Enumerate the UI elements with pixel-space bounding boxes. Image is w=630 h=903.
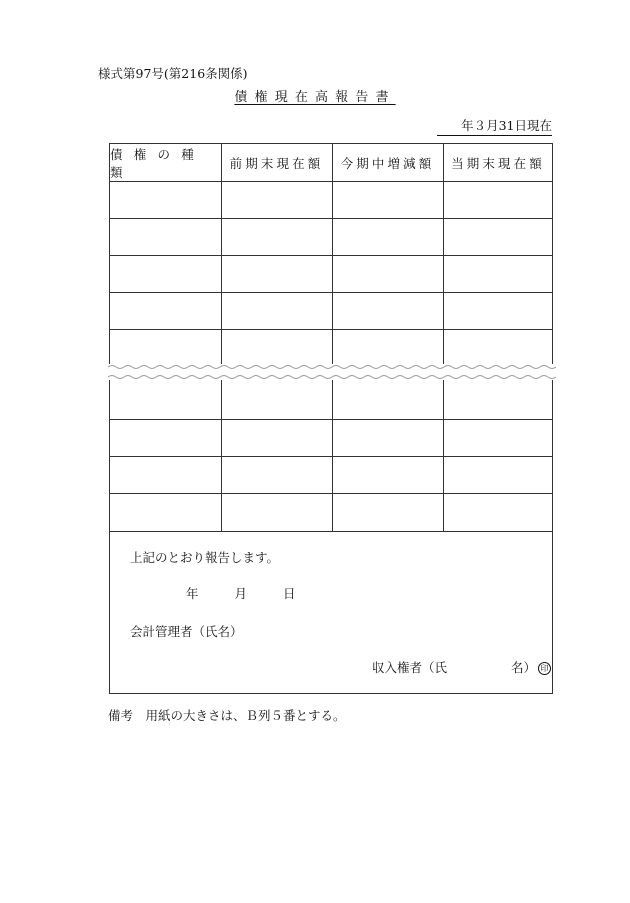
header-bond-type: 債権の種類 [110,147,206,180]
row-line [110,218,552,219]
accounting-manager-label: 会計管理者（氏名） [130,624,243,639]
remark-note: 備考 用紙の大きさは、Ｂ列５番とする。 [108,708,346,723]
row-line [110,329,552,330]
report-date: 年 月 日 [186,586,296,601]
header-current-balance: 当期末現在額 [451,156,545,171]
report-table [109,143,553,694]
row-line [110,292,552,293]
as-of-date: 年３月31日現在 [437,116,552,136]
header-change: 今期中増減額 [340,156,435,171]
header-prev-balance: 前期末現在額 [229,156,324,171]
row-line [110,419,552,420]
report-statement: 上記のとおり報告します。 [130,550,280,565]
seal-icon: 印 [538,662,551,675]
table-break-wave [108,362,556,384]
row-line [110,493,552,494]
receiver-signature-line: 収入権者（氏 名） 印 [372,658,551,676]
form-number: 様式第97号(第216条関係) [98,66,248,81]
row-line [110,255,552,256]
row-line [110,181,552,182]
row-line [110,531,552,532]
document-title: 債権現在高報告書 [234,90,396,105]
row-line [110,456,552,457]
